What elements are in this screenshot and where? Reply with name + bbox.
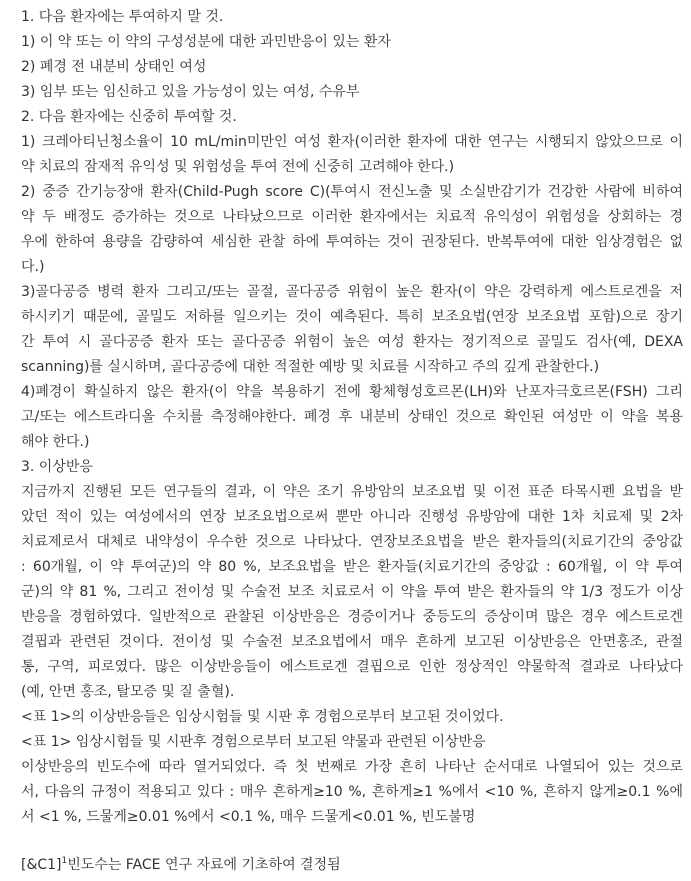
adverse-reactions-paragraph-line: 군)의 약 81 %, 그리고 전이성 및 수술전 보조 치료로서 이 약을 투여 받은 환자들의 약 1/3 정도가 이상 — [21, 584, 683, 600]
footnote-text: 빈도수는 FACE 연구 자료에 기초하여 결정됨 — [67, 857, 341, 873]
contraindications-heading: 1. 다음 환자에는 투여하지 말 것. — [21, 9, 224, 25]
adverse-reactions-heading: 3. 이상반응 — [21, 459, 93, 475]
precaution-item-4-line: 고/또는 에스트라디올 수치를 측정해야한다. 폐경 후 내분비 상태인 것으로 확인된 여성만 이 약을 복용 — [21, 409, 683, 425]
adverse-reactions-paragraph-line: 반응을 경험하였다. 일반적으로 관찰된 이상반응은 경증이거나 중등도의 증상이며 많은 경우 에스트로겐 — [21, 609, 683, 625]
precautions-heading: 2. 다음 환자에는 신중히 투여할 것. — [21, 109, 237, 125]
precaution-item-3-line: 간 투여 시 골다공증 환자 또는 골다공증 위험이 높은 여성 환자는 정기적으로 골밀도 검사(예, DEXA — [21, 334, 683, 350]
precaution-item-2-line: 다.) — [21, 259, 45, 275]
adverse-reactions-paragraph-line: 결핍과 관련된 것이다. 전이성 및 수술전 보조요법에서 매우 흔하게 보고된 이상반응은 안면홍조, 관절 — [21, 634, 683, 650]
frequency-definition-line: 서, 다음의 규정이 적용되고 있다 : 매우 흔하게≥10 %, 흔하게≥1 %에서 <10 %, 흔하지 않게≥0.1 %에 — [21, 784, 683, 800]
precaution-item-2-line: 약 두 배정도 증가하는 것으로 나타났으므로 이러한 환자에서는 치료적 유익성이 위험성을 상회하는 경 — [21, 209, 683, 225]
adverse-reactions-paragraph-line: (예, 안면 홍조, 탈모증 및 질 출혈). — [21, 684, 235, 700]
precaution-item-1-line: 약 치료의 잠재적 유익성 및 위험성을 투여 전에 신중히 고려해야 한다.) — [21, 159, 455, 175]
footnote-marker: [&C1] — [21, 857, 62, 873]
precaution-item-2-line: 우에 한하여 용량을 감량하여 세심한 관찰 하에 투여하는 것이 권장된다. 반복투여에 대한 임상경험은 없 — [21, 234, 683, 250]
contraindication-item: 3) 임부 또는 임신하고 있을 가능성이 있는 여성, 수유부 — [21, 84, 360, 100]
adverse-reactions-paragraph-line: 지금까지 진행된 모든 연구들의 결과, 이 약은 조기 유방암의 보조요법 및 이전 표준 타목시펜 요법을 받 — [21, 484, 683, 500]
precaution-item-3-line: scanning)를 실시하며, 골다공증에 대한 적절한 예방 및 치료를 시작하고 주의 깊게 관찰한다.) — [21, 359, 600, 375]
table-reference-text: <표 1>의 이상반응들은 임상시험들 및 시판 후 경험으로부터 보고된 것이었다. — [21, 709, 504, 725]
adverse-reactions-paragraph-line: 통, 구역, 피로였다. 많은 이상반응들이 에스트로겐 결핍으로 인한 정상적인 약물학적 결과로 나타났다 — [21, 659, 683, 675]
precaution-item-3-line: 하시키기 때문에, 골밀도 저하를 일으키는 것이 예측된다. 특히 보조요법(연장 보조요법 포함)으로 장기 — [21, 309, 683, 325]
contraindication-item: 2) 폐경 전 내분비 상태인 여성 — [21, 59, 207, 75]
adverse-reactions-paragraph-line: 았던 적이 있는 여성에서의 연장 보조요법으로써 뿐만 아니라 진행성 유방암에 대한 1차 치료제 및 2차 — [21, 509, 683, 525]
frequency-definition-line: 서 <1 %, 드물게≥0.01 %에서 <0.1 %, 매우 드물게<0.01 %, 빈도불명 — [21, 809, 476, 825]
table-title: <표 1> 임상시험들 및 시판후 경험으로부터 보고된 약물과 관련된 이상반응 — [21, 734, 486, 750]
adverse-reactions-paragraph-line: 치료제로서 대체로 내약성이 우수한 것으로 나타났다. 연장보조요법을 받은 환자들의(치료기간의 중앙값 — [21, 534, 683, 550]
blank-line — [21, 830, 683, 855]
adverse-reactions-paragraph-line: : 60개월, 이 약 투여군)의 약 80 %, 보조요법을 받은 환자들(치료기간의 중앙값 : 60개월, 이 약 투여 — [21, 559, 683, 575]
precaution-item-3-line: 3)골다공증 병력 환자 그리고/또는 골절, 골다공증 위험이 높은 환자(이 약은 강력하게 에스트로겐을 저 — [21, 284, 683, 300]
precaution-item-2-line: 2) 중증 간기능장애 환자(Child-Pugh score C)(투여시 전신노출 및 소실반감기가 건강한 사람에 비하여 — [21, 184, 683, 200]
footnote-superscript: 1 — [61, 856, 68, 866]
precaution-item-1-line: 1) 크레아티닌청소율이 10 mL/min미만인 여성 환자(이러한 환자에 대한 연구는 시행되지 않았으므로 이 — [21, 134, 683, 150]
frequency-definition-line: 이상반응의 빈도수에 따라 열거되었다. 즉 첫 번째로 가장 흔히 나타난 순서대로 나열되어 있는 것으로 — [21, 759, 683, 775]
precaution-item-4-line: 해야 한다.) — [21, 434, 90, 450]
precaution-item-4-line: 4)폐경이 확실하지 않은 환자(이 약을 복용하기 전에 황체형성호르몬(LH)와 난포자극호르몬(FSH) 그리 — [21, 384, 683, 400]
contraindication-item: 1) 이 약 또는 이 약의 구성성분에 대한 과민반응이 있는 환자 — [21, 34, 391, 50]
footnote — [21, 853, 683, 878]
